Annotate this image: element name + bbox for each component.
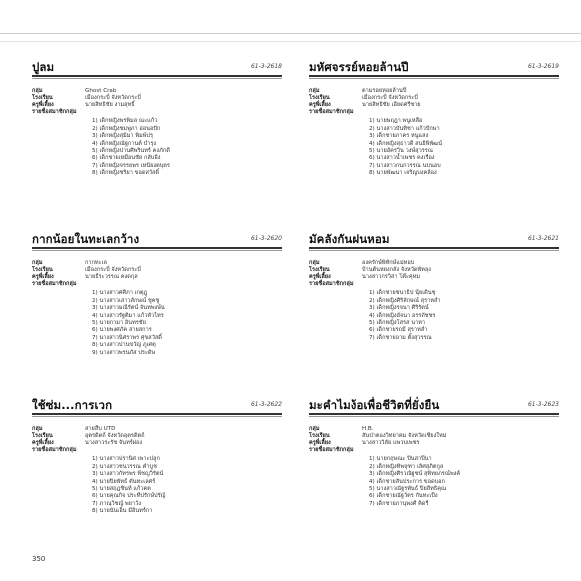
info-label: กลุ่ม: [32, 426, 43, 432]
member-item: 1) นางสาวปรานิศ เพาะปลูก: [92, 456, 160, 463]
title-rule: [32, 247, 282, 249]
info-label: โรงเรียน: [309, 95, 330, 102]
info-label: ครูพี่เลี้ยง: [32, 440, 54, 447]
title-rule-thin: [309, 416, 559, 417]
member-item: 7) เด็กหญิงจรรยพร เหนียงตบุตร: [92, 162, 170, 169]
title-rule: [32, 75, 282, 77]
member-item: 7) เด็กชายภานุพงศ์ คิดรี: [369, 500, 429, 507]
member-item: 2) นางสาวชนวรรณ คำบูช: [92, 463, 157, 470]
info-row-school: [32, 433, 282, 440]
member-item: 4) เด็กหญิงอัจนา อรรถัชชร: [369, 312, 436, 319]
info-value: H.B.: [362, 426, 374, 432]
member-item: 5) นางสาวณัฐรพันธ์ ปิยสิทธิคุณ: [369, 486, 447, 492]
member-item: 3) นางสาวมณีรัตน์ จันทพงษ์น: [92, 305, 165, 312]
top-rule-secondary: [0, 41, 581, 42]
entry-info: [32, 260, 282, 288]
entry-header: [309, 231, 559, 249]
member-item: 5) นายสฤฎชินท์ แก้วคต: [92, 486, 151, 492]
info-row-group: [309, 88, 559, 95]
title-rule: [309, 75, 559, 77]
project-entry: [32, 59, 282, 178]
member-item: 4) นางสาวรัฐติมา แก้วหัวไทร: [92, 312, 164, 319]
member-item: 7) นางสาวกนกวรรณ นบนอบ: [369, 162, 441, 169]
members-label: รายชื่อสมาชิกกลุ่ม: [309, 447, 354, 454]
info-value: สันป่าตองวิทยาคม จังหวัดเชียงใหม่: [362, 433, 447, 440]
info-label: กลุ่ม: [309, 260, 320, 266]
entry-title: กากน้อยในทะเลกว้าง: [32, 232, 140, 246]
info-label: ครูพี่เลี้ยง: [309, 440, 331, 447]
member-list: [369, 290, 559, 342]
member-item: 6) เด็กชายเหมือนชัย กลับอีง: [92, 155, 161, 162]
entry-header: [309, 59, 559, 77]
member-item: 1) เด็กหญิงพรพิมล ณะแก้ว: [92, 118, 158, 125]
info-value: นางสาวระรัช จันทร์ผ่อง: [85, 440, 143, 447]
project-entry: [32, 231, 282, 357]
member-item: 3) นางสาวกัทรพร พีชญวิรัตน์: [92, 471, 164, 478]
title-rule-thin: [32, 416, 282, 417]
title-rule-thin: [309, 78, 559, 79]
entry-title: มัคลังกันฝนหอม: [309, 232, 390, 246]
member-item: 1) นายกฤษณะ ปินสาปีนา: [369, 456, 432, 463]
member-item: 8) นายพัฒนา เจริญบงคล้อง: [369, 170, 437, 177]
entry-title: มหัศจรรย์หอยล้านปี: [309, 60, 409, 74]
members-label: รายชื่อสมาชิกกลุ่ม: [309, 109, 354, 116]
info-row-school: [32, 267, 282, 274]
member-item: 6) นายพงศภัค สายสการ: [92, 327, 152, 334]
member-item: 1) นายพฤฎา พนูเหลือ: [369, 118, 423, 125]
info-label: กลุ่ม: [32, 88, 43, 94]
member-item: 6) นางสาวน้ำเพชร คงเรือง: [369, 155, 435, 162]
info-label: กลุ่ม: [32, 260, 43, 266]
member-item: 1) เด็กชายชนาธิป นุ้ยเดินชุ: [369, 290, 436, 297]
project-entry: [309, 397, 559, 508]
member-list: [92, 118, 282, 177]
member-item: 7) เด็กชายอาม ตั้งสุวรรณ: [369, 334, 432, 341]
info-row-school: [32, 95, 282, 102]
entry-header: [32, 397, 282, 415]
member-item: 2) นางสาวบันทิชา แก้วปักษา: [369, 125, 440, 132]
member-item: 3) เด็กหญิงรจนา ศิริรัตน์: [369, 305, 429, 312]
entry-code: 61-3-2620: [250, 235, 282, 242]
members-label: รายชื่อสมาชิกกลุ่ม: [309, 281, 354, 288]
entry-code: 61-3-2622: [250, 401, 282, 408]
info-value: อุตรดิตถ์ จังหวัดอุตรดิตถ์: [85, 433, 145, 440]
info-value: องครักษ์พิทักษ์แม่หอบ: [362, 260, 415, 266]
info-label: โรงเรียน: [32, 433, 53, 440]
info-label: กลุ่ม: [309, 88, 320, 94]
info-row-school: [309, 95, 559, 102]
project-entry: [32, 397, 282, 516]
member-list: [369, 456, 559, 508]
member-list: [369, 118, 559, 177]
info-label: โรงเรียน: [32, 267, 53, 274]
top-rule: [0, 33, 581, 34]
project-entry: [309, 231, 559, 342]
members-label: รายชื่อสมาชิกกลุ่ม: [32, 109, 77, 116]
member-item: 9) นางสาวพรนภัส ประดิษ: [92, 349, 156, 356]
info-value: กากทะเล: [85, 260, 107, 266]
info-value: นางสาววิลัย แพวบเพชร: [362, 440, 420, 447]
entry-info: [309, 260, 559, 288]
member-list: [92, 456, 282, 515]
info-value: นายธีระวรรณ คงดกุล: [85, 274, 138, 281]
member-item: 6) นายคุณกิจ ประทีปรักษ์ปรัญ์: [92, 493, 166, 500]
info-row-school: [309, 267, 559, 274]
member-item: 3) เด็กหญิงสุมิมา พิมพ์ปรุ: [92, 133, 153, 140]
title-rule: [32, 413, 282, 415]
info-value: สายสืบ UTD: [85, 426, 116, 432]
info-value: นางสาวกรวิสา โต๊ะคุหม: [362, 274, 421, 281]
info-label: ครูพี่เลี้ยง: [32, 102, 54, 109]
member-list: [92, 290, 282, 357]
info-label: ครูพี่เลี้ยง: [32, 274, 54, 281]
entry-info: [32, 426, 282, 454]
entry-code: 61-3-2619: [527, 63, 559, 70]
info-label: ครูพี่เลี้ยง: [309, 102, 331, 109]
title-rule-thin: [32, 250, 282, 251]
entry-header: [32, 59, 282, 77]
member-item: 5) นายอัครวิน วงษ์สุวรรณ: [369, 148, 433, 154]
info-row-group: [32, 260, 282, 267]
title-rule-thin: [32, 78, 282, 79]
entry-title: ใช้ซ่ม...การเวก: [32, 398, 113, 412]
member-item: 1) นางสาวศศิภา เกตุฎู: [92, 290, 148, 297]
entry-info: [309, 426, 559, 454]
info-label: โรงเรียน: [309, 267, 330, 274]
entry-title: มะคำไมง้อเพื่อชีวิตที่ยั่งยืน: [309, 398, 440, 412]
info-value: บ้านต้นหยงกลัง จังหวัดพัทลุง: [362, 267, 431, 274]
title-rule-thin: [309, 250, 559, 251]
member-item: 6) เด็กชายรถมี สุราหลำ: [369, 327, 428, 334]
member-item: 2) เด็กหญิงศิริลักษณ์ สุราหลำ: [369, 297, 441, 304]
info-label: กลุ่ม: [309, 426, 320, 432]
member-item: 3) เด็กหญิงศิรวณัฐชน์ สุพิทยภรณ์พงค์: [369, 471, 461, 478]
entry-info: [32, 88, 282, 116]
members-label: รายชื่อสมาชิกกลุ่ม: [32, 447, 77, 454]
member-item: 4) เด็กชายสันประการ ขอดบอก: [369, 478, 445, 485]
info-row-group: [32, 426, 282, 433]
entry-header: [32, 231, 282, 249]
member-item: 2) เด็กหญิงชมพู่ภา อ่อนอปัก: [92, 125, 161, 132]
info-value: Ghost Crab: [85, 88, 117, 94]
member-item: 8) นายนันเอ็น มีอินทร์กา: [92, 508, 153, 515]
member-item: 5) เด็กหญิงปานศิพรินทร์ คงภักดี: [92, 148, 170, 154]
member-item: 8) นางสาวปานขวัญ ภูเศตุ: [92, 342, 156, 349]
member-item: 4) เด็กหญิงสุธาวดี สนธิพิพัฒน์: [369, 140, 443, 147]
member-item: 6) เด็กชายณัฐวัตร กันทะเป็ง: [369, 493, 438, 500]
title-rule: [309, 413, 559, 415]
info-value: เมืองกระบี่ จังหวัดกระบี่: [85, 95, 141, 102]
page-number: 350: [32, 555, 46, 563]
member-item: 3) เด็กชายภาคร หนูแสง: [369, 133, 429, 140]
entry-title: ปูลม: [32, 60, 55, 74]
info-row-group: [309, 260, 559, 267]
member-item: 4) นายปิยพัทธ์ ตันทะเลศร์: [92, 478, 156, 485]
member-item: 5) เด็กหญิงโสรส นาหา: [369, 320, 426, 326]
member-item: 8) เด็กหญิงชริยา ขอดสวัสดิ์: [92, 170, 160, 177]
info-label: ครูพี่เลี้ยง: [309, 274, 331, 281]
info-value: เมืองกระบี่ จังหวัดกระบี่: [362, 95, 418, 102]
member-item: 7) ภาณุวิชญ์ พยาวัง: [92, 500, 141, 507]
info-label: โรงเรียน: [32, 95, 53, 102]
info-row-school: [309, 433, 559, 440]
info-value: นายสิทธิชัย เอียดศรีชาย: [362, 102, 421, 109]
member-item: 4) เด็กหญิงณัฐกานต์ บำรุง: [92, 140, 157, 147]
info-row-group: [32, 88, 282, 95]
title-rule: [309, 247, 559, 249]
info-value: ตามรอยหอยล้านปี: [362, 88, 407, 94]
info-label: โรงเรียน: [309, 433, 330, 440]
project-entry: [309, 59, 559, 178]
entry-code: 61-3-2621: [527, 235, 559, 242]
info-value: นายสิทธิชัย งามสุทธิ์: [85, 102, 135, 109]
entry-code: 61-3-2618: [250, 63, 282, 70]
info-value: เมืองกระบี่ จังหวัดกระบี่: [85, 267, 141, 274]
entry-header: [309, 397, 559, 415]
member-item: 2) นางสาวเสาวลักษณ์ ชูคชู: [92, 297, 160, 304]
member-item: 5) นายกามา อินทรชัย: [92, 320, 146, 326]
entry-code: 61-3-2623: [527, 401, 559, 408]
entry-info: [309, 88, 559, 116]
member-item: 2) เด็กหญิงทิพจุฑา เลิศสุภิตกูล: [369, 463, 444, 470]
member-item: 7) นางสาวนิศราพร ศุขสวัสดิ์: [92, 334, 162, 341]
members-label: รายชื่อสมาชิกกลุ่ม: [32, 281, 77, 288]
